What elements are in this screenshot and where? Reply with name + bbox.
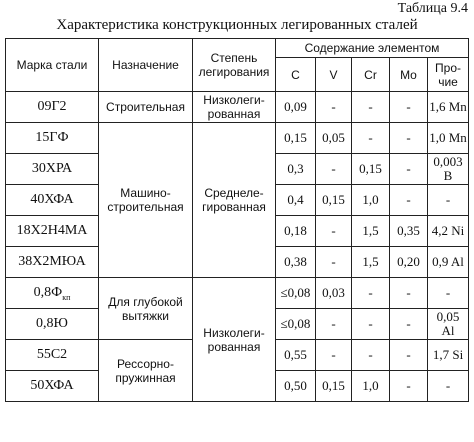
purpose-cell: Рессорно-пружинная	[99, 340, 193, 402]
header-element-c: C	[276, 58, 316, 92]
grade-subscript: кп	[62, 292, 71, 302]
header-alloying: Степень легирования	[193, 39, 276, 92]
v-cell: 0,05	[316, 123, 352, 154]
header-element-cr: Cr	[352, 58, 390, 92]
grade-cell: 15ГФ	[6, 123, 99, 154]
v-cell: -	[316, 216, 352, 247]
grade-cell: 55С2	[6, 340, 99, 371]
header-grade: Марка стали	[6, 39, 99, 92]
other-cell: 1,0 Mn	[428, 123, 469, 154]
other-cell: 0,9 Al	[428, 247, 469, 278]
v-cell: -	[316, 92, 352, 123]
table-title: Характеристика конструкционных легированных сталей	[56, 17, 418, 33]
grade-text: 0,8Ф	[33, 285, 63, 300]
purpose-cell: Для глубокой вытяжки	[99, 278, 193, 340]
mo-cell: -	[390, 154, 428, 185]
cr-cell: -	[352, 309, 390, 340]
c-cell: 0,4	[276, 185, 316, 216]
c-cell: 0,18	[276, 216, 316, 247]
header-purpose: Назначение	[99, 39, 193, 92]
table-row	[6, 123, 469, 154]
c-cell: 0,3	[276, 154, 316, 185]
mo-cell: 0,35	[390, 216, 428, 247]
table-number: Таблица 9.4	[397, 1, 468, 16]
other-cell: -	[428, 371, 469, 402]
v-cell: -	[316, 309, 352, 340]
grade-cell: 0,8Ю	[6, 309, 99, 340]
mo-cell: -	[390, 123, 428, 154]
header-element-v: V	[316, 58, 352, 92]
alloying-cell: Среднеле-гированная	[193, 123, 276, 278]
purpose-cell: Строительная	[99, 92, 193, 123]
header-element-mo: Mo	[390, 58, 428, 92]
header-element-other: Про-чие	[428, 58, 469, 92]
mo-cell: -	[390, 92, 428, 123]
c-cell: 0,55	[276, 340, 316, 371]
v-cell: 0,15	[316, 371, 352, 402]
mo-cell: -	[390, 340, 428, 371]
table-row	[6, 278, 469, 309]
mo-cell: -	[390, 371, 428, 402]
cr-cell: 1,5	[352, 216, 390, 247]
mo-cell: 0,20	[390, 247, 428, 278]
mo-cell: -	[390, 185, 428, 216]
c-cell: ≤0,08	[276, 278, 316, 309]
c-cell: 0,15	[276, 123, 316, 154]
c-cell: 0,50	[276, 371, 316, 402]
v-cell: 0,15	[316, 185, 352, 216]
other-cell: 4,2 Ni	[428, 216, 469, 247]
alloying-cell: Низколеги-рованная	[193, 92, 276, 123]
v-cell: -	[316, 247, 352, 278]
v-cell: 0,03	[316, 278, 352, 309]
other-cell: 0,05 Al	[428, 309, 469, 340]
mo-cell: -	[390, 309, 428, 340]
header-content: Содержание элементом	[276, 39, 469, 58]
cr-cell: 1,0	[352, 185, 390, 216]
cr-cell: 1,0	[352, 371, 390, 402]
grade-cell: 50ХФА	[6, 371, 99, 402]
other-cell: -	[428, 185, 469, 216]
table-row	[6, 92, 469, 123]
grade-cell: 30ХРА	[6, 154, 99, 185]
grade-cell	[6, 278, 99, 309]
grade-cell: 18Х2Н4МА	[6, 216, 99, 247]
cr-cell: 1,5	[352, 247, 390, 278]
c-cell: 0,38	[276, 247, 316, 278]
alloying-cell: Низколеги-рованная	[193, 278, 276, 402]
other-cell: 1,7 Si	[428, 340, 469, 371]
mo-cell: -	[390, 278, 428, 309]
v-cell: -	[316, 154, 352, 185]
other-cell: 0,003 B	[428, 154, 469, 185]
c-cell: 0,09	[276, 92, 316, 123]
cr-cell: -	[352, 278, 390, 309]
grade-cell: 40ХФА	[6, 185, 99, 216]
c-cell: ≤0,08	[276, 309, 316, 340]
v-cell: -	[316, 340, 352, 371]
cr-cell: -	[352, 92, 390, 123]
steel-table	[5, 38, 469, 402]
cr-cell: 0,15	[352, 154, 390, 185]
other-cell: 1,6 Mn	[428, 92, 469, 123]
purpose-cell: Машино-строительная	[99, 123, 193, 278]
cr-cell: -	[352, 340, 390, 371]
other-cell: -	[428, 278, 469, 309]
grade-cell: 38Х2МЮА	[6, 247, 99, 278]
cr-cell: -	[352, 123, 390, 154]
grade-cell: 09Г2	[6, 92, 99, 123]
